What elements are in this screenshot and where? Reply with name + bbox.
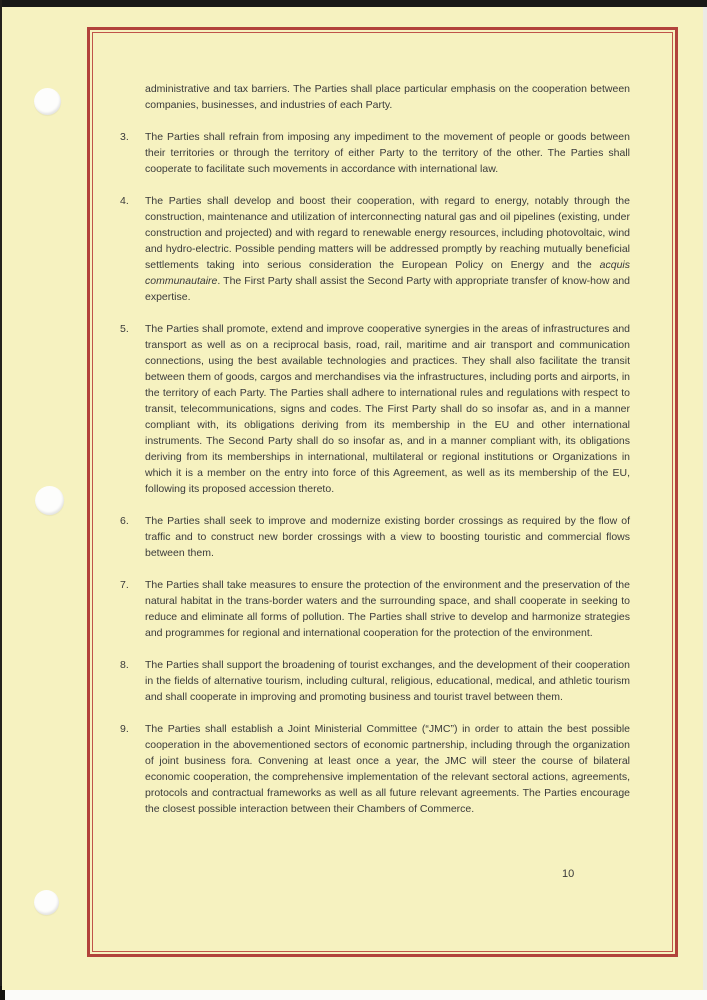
list-item-8 bbox=[120, 657, 630, 705]
paragraph-text: The Parties shall take measures to ensure the protection of the environment and the preservation of the natural habitat in the trans-border waters and the surrounding space, and shall cooperate in seeking to reduce and eliminate all forms of pollution. The Parties shall strive to develop and harmonize strategies and programmes for regional and international cooperation for the protection of the environment. bbox=[145, 579, 630, 639]
scan-edge-top bbox=[0, 0, 707, 7]
paragraph-text: administrative and tax barriers. The Parties shall place particular emphasis on the cooperation between companies, businesses, and industries of each Party. bbox=[145, 83, 630, 111]
list-item-5 bbox=[120, 321, 630, 497]
list-number-9: 9. bbox=[120, 723, 129, 735]
list-item-9 bbox=[120, 721, 630, 817]
page-number: 10 bbox=[562, 868, 575, 880]
paragraph-text: The Parties shall seek to improve and modernize existing border crossings as required by the flow of traffic and to construct new border crossings with a view to boosting touristic and commercial flows between them. bbox=[145, 515, 630, 559]
list-number-6: 6. bbox=[120, 515, 129, 527]
paragraph-continuation bbox=[120, 81, 630, 113]
list-item-3 bbox=[120, 129, 630, 177]
scan-edge-right bbox=[703, 7, 707, 990]
paragraph-text: The Parties shall establish a Joint Ministerial Committee (“JMC”) in order to attain the best possible cooperation in the abovementioned sectors of economic partnership, including through the organization of joint business fora. Convening at least once a year, the JMC will steer the course of bilateral economic cooperation, the comprehensive implementation of the relevant sectoral actions, agreements, protocols and contractual frameworks as well as all future relevant agreements. The Parties encourage the closest possible interaction between their Chambers of Commerce. bbox=[145, 723, 630, 815]
page-content bbox=[120, 81, 630, 833]
paragraph-text: The Parties shall support the broadening of tourist exchanges, and the development of their cooperation in the fields of alternative tourism, including cultural, religious, educational, medical, and athletic tourism and shall cooperate in improving and promoting business and tourist travel between them. bbox=[145, 659, 630, 703]
paragraph-text: The Parties shall refrain from imposing any impediment to the movement of people or goods between their territories or through the territory of either Party to the territory of the other. The Parties shall cooperate to facilitate such movements in accordance with international law. bbox=[145, 131, 630, 175]
hole-punch-bottom bbox=[34, 890, 59, 915]
list-number-3: 3. bbox=[120, 131, 129, 143]
hole-punch-top bbox=[34, 88, 61, 115]
list-item-4 bbox=[120, 193, 630, 305]
list-number-4: 4. bbox=[120, 195, 129, 207]
list-item-6 bbox=[120, 513, 630, 561]
italic-phrase: acquis communautaire bbox=[145, 259, 630, 287]
list-number-7: 7. bbox=[120, 579, 129, 591]
paragraph-text: The Parties shall promote, extend and improve cooperative synergies in the areas of infrastructures and transport as well as on a reciprocal basis, road, rail, maritime and air transport and communication connections, using the best available technologies and practices. They shall also facilitate the transit between them of goods, cargos and merchandises via the infrastructures, including ports and airports, in the territory of each Party. The Parties shall adhere to international rules and regulations with respect to transit, telecommunications, signs and codes. The First Party shall do so insofar as, and in a manner compliant with, its obligations deriving from its membership in the EU and other international instruments. The Second Party shall do so insofar as, and in a manner compliant with, its obligations deriving from its memberships in international, multilateral or regional institutions or Organizations in which it is a member on the entry into force of this Agreement, as well as its membership of the EU, following its proposed accession thereto. bbox=[145, 323, 630, 495]
paragraph-text: . The First Party shall assist the Second Party with appropriate transfer of know-how and expertise. bbox=[145, 275, 630, 303]
paragraph-text: The Parties shall develop and boost their cooperation, with regard to energy, notably through the construction, maintenance and utilization of interconnecting natural gas and oil pipelines (existing, under construction and projected) and with regard to renewable energy resources, including photovoltaic, wind and hydro-electric. Possible pending matters will be addressed promptly by reaching mutually beneficial settlements taking into serious consideration the European Policy on Energy and the bbox=[145, 195, 630, 271]
list-item-7 bbox=[120, 577, 630, 641]
hole-punch-middle bbox=[35, 486, 64, 515]
document-page bbox=[2, 7, 703, 990]
list-number-8: 8. bbox=[120, 659, 129, 671]
list-number-5: 5. bbox=[120, 323, 129, 335]
